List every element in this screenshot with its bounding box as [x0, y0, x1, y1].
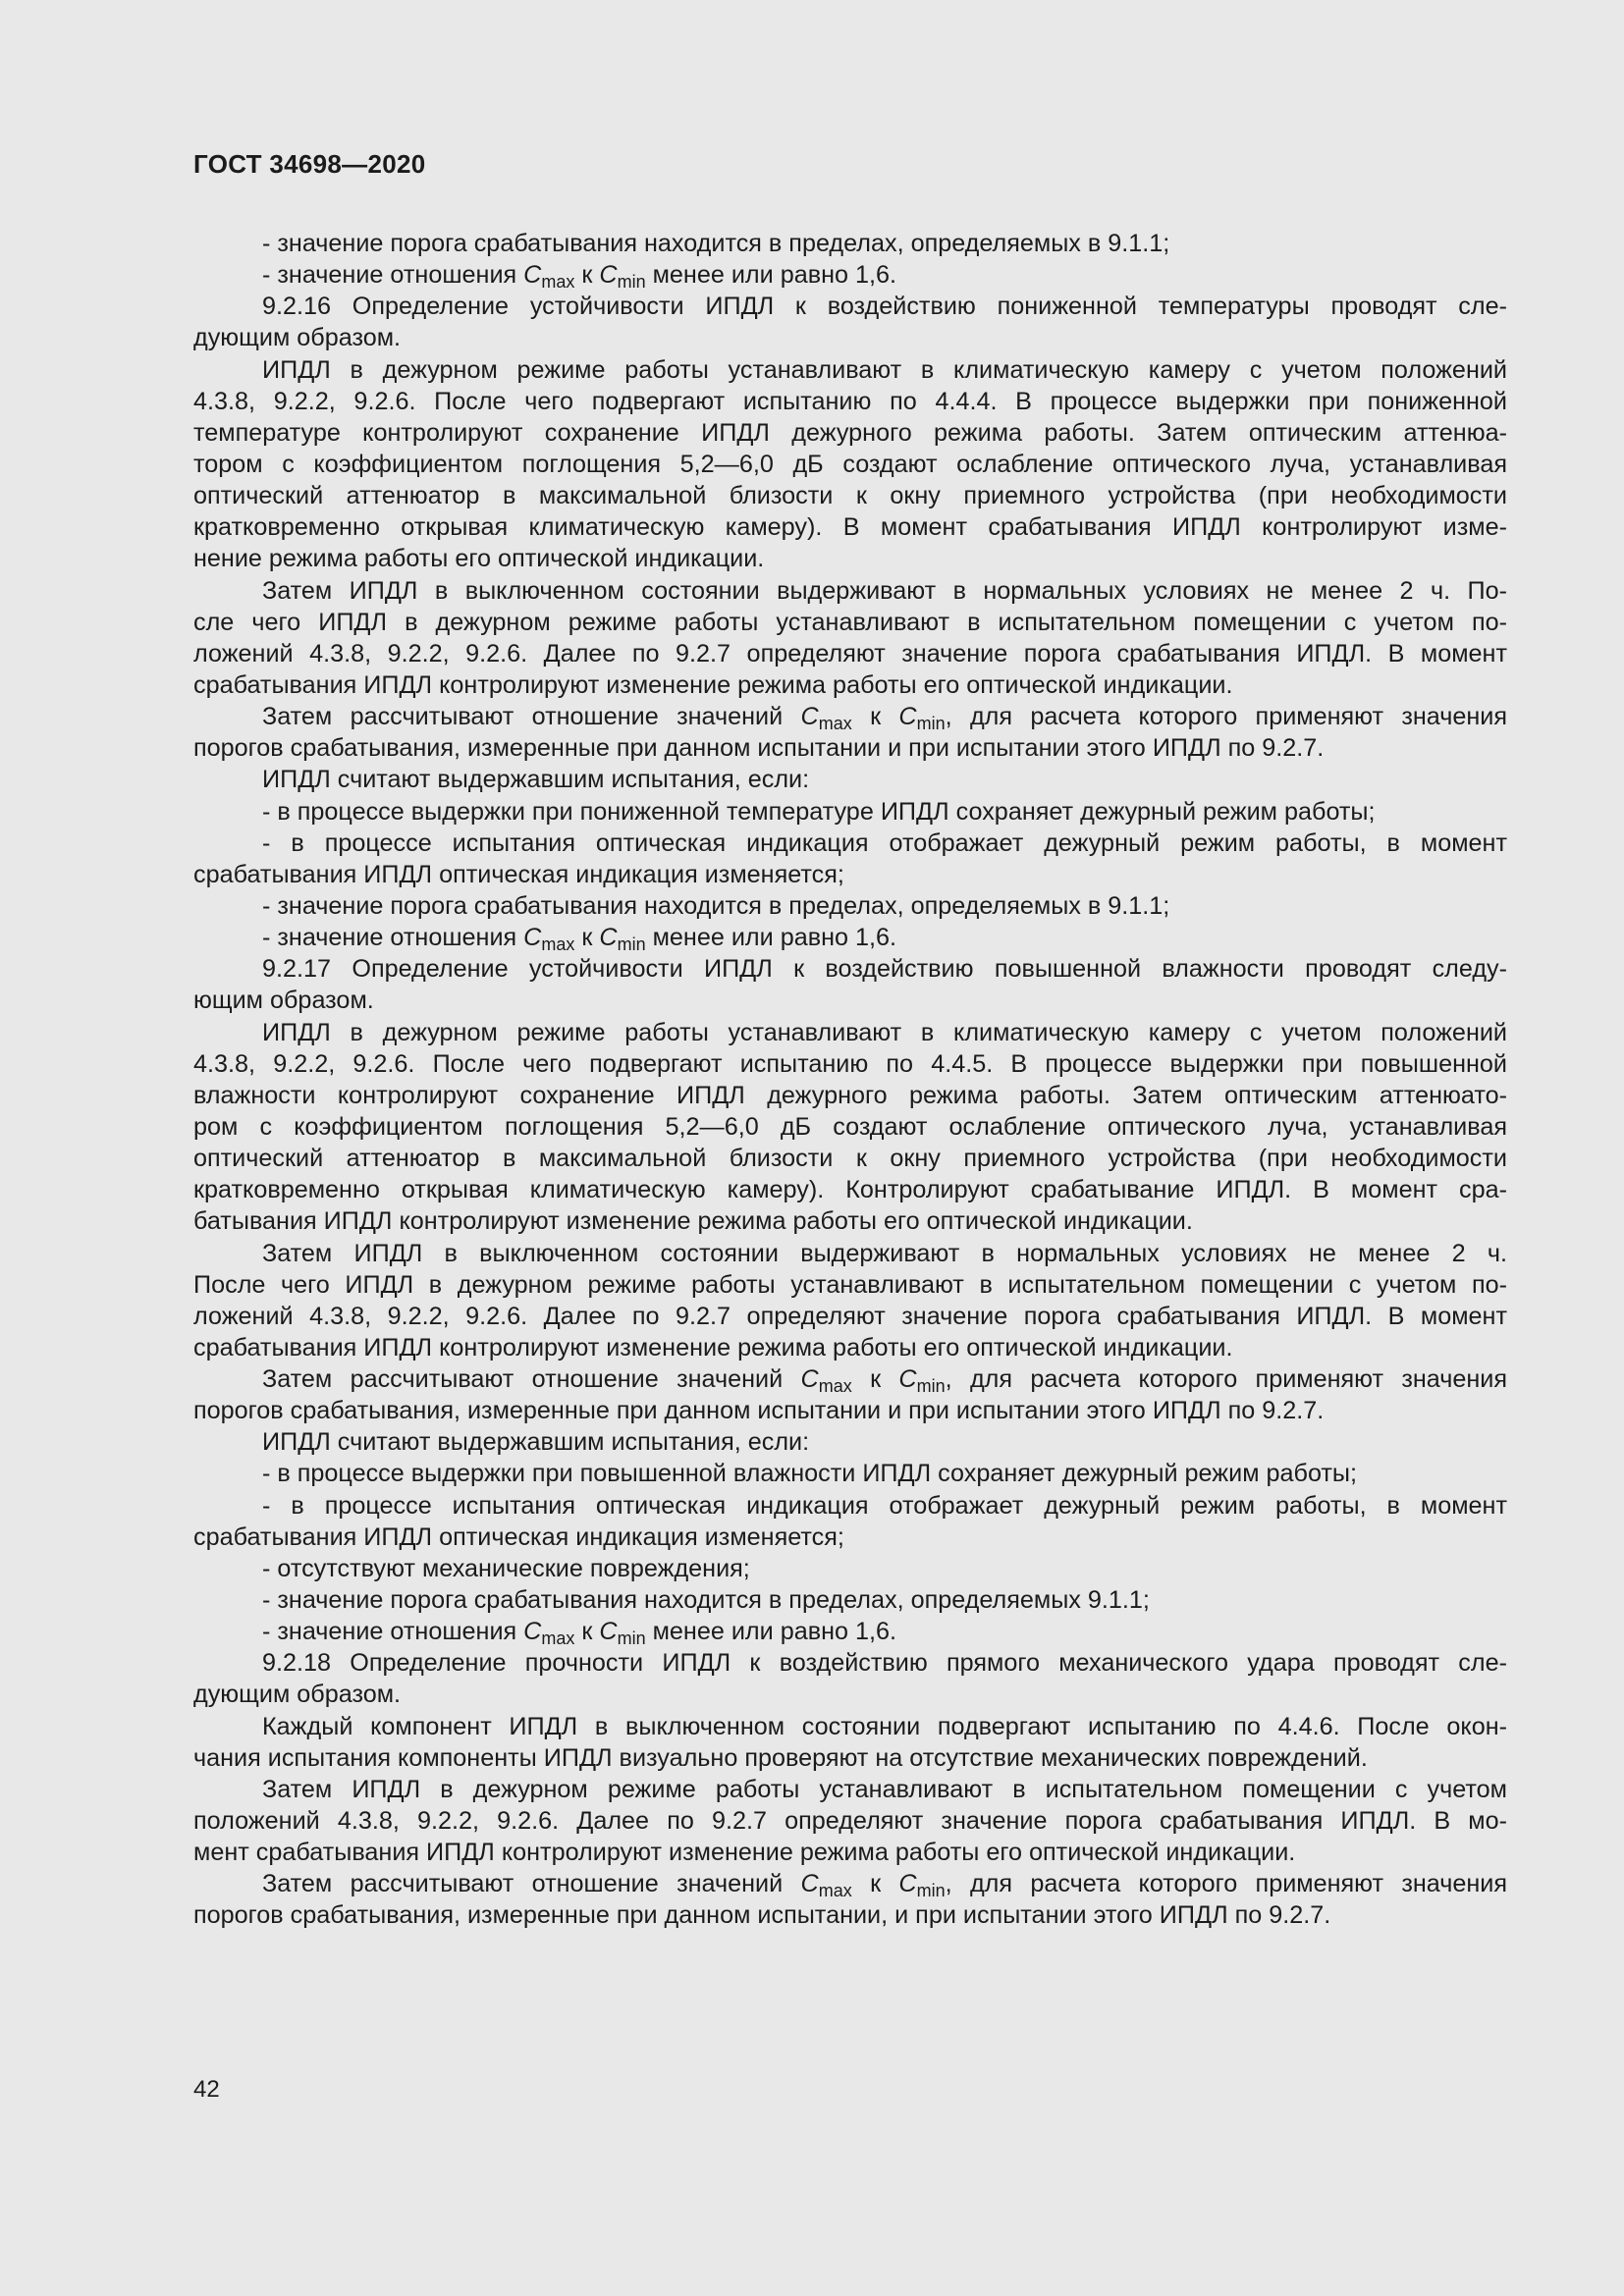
text-run: 9.2.18 Определение прочности ИПДЛ к воздействию прямого механического удара проводят сле-: [262, 1649, 1507, 1678]
text-run: ИПДЛ в дежурном режиме работы устанавливают в климатическую камеру с учетом положений: [262, 355, 1507, 384]
text-run: ложений 4.3.8, 9.2.2, 9.2.6. Далее по 9.2.7 определяют значение порога срабатывания ИПДЛ. В момент: [193, 1302, 1507, 1330]
text-line: [193, 1522, 1507, 1553]
text-run: Затем ИПДЛ в выключенном состоянии выдерживают в нормальных условиях не менее 2 ч. По-: [262, 576, 1507, 605]
text-run: батывания ИПДЛ контролируют изменение режима работы его оптической индикации.: [193, 1207, 1193, 1236]
text-run: порогов срабатывания, измеренные при данном испытании, и при испытании этого ИПДЛ по 9.2.7.: [193, 1901, 1331, 1930]
text-run: положений 4.3.8, 9.2.2, 9.2.6. Далее по 9.2.7 определяют значение порога срабатывания ИПДЛ. В мо-: [193, 1807, 1507, 1836]
text-run: 4.3.8, 9.2.2, 9.2.6. После чего подвергают испытанию по 4.4.5. В процессе выдержки при повышенной: [193, 1049, 1507, 1078]
text-run: ИПДЛ считают выдержавшим испытания, если:: [262, 766, 810, 794]
variable-subscript: max: [818, 714, 852, 734]
variable-symbol: C: [800, 1870, 819, 1898]
text-run: порогов срабатывания, измеренные при данном испытании и при испытании этого ИПДЛ по 9.2.7.: [193, 734, 1325, 763]
text-line: [193, 386, 1507, 417]
text-line: [193, 322, 1507, 353]
text-run: Затем рассчитывают отношение значений: [262, 1365, 801, 1394]
variable-symbol: C: [599, 1618, 618, 1646]
text-line: [193, 764, 1507, 795]
document-body: [193, 228, 1507, 1932]
text-line: [193, 1458, 1507, 1489]
text-line: [193, 890, 1507, 922]
text-line: [193, 1301, 1507, 1332]
text-run: к: [574, 261, 600, 290]
text-line: [193, 1711, 1507, 1742]
text-run: ющим образом.: [193, 987, 374, 1015]
variable-symbol: C: [800, 703, 819, 731]
text-run: ложений 4.3.8, 9.2.2, 9.2.6. Далее по 9.2.7 определяют значение порога срабатывания ИПДЛ. В момент: [193, 639, 1507, 667]
text-line: [193, 417, 1507, 449]
text-line: [193, 354, 1507, 386]
text-run: температуре контролируют сохранение ИПДЛ дежурного режима работы. Затем оптическим аттенюа-: [193, 418, 1507, 447]
text-run: срабатывания ИПДЛ оптическая индикация изменяется;: [193, 1522, 844, 1551]
text-run: менее или равно 1,6.: [645, 924, 897, 952]
text-run: срабатывания ИПДЛ оптическая индикация изменяется;: [193, 860, 844, 888]
document-header: ГОСТ 34698—2020: [193, 149, 426, 179]
text-run: - значение отношения: [262, 924, 524, 952]
text-run: , для расчета которого применяют значения: [945, 703, 1508, 731]
text-run: ИПДЛ считают выдержавшим испытания, если:: [262, 1428, 810, 1457]
text-line: [193, 607, 1507, 638]
variable-subscript: min: [916, 1881, 946, 1901]
text-line: [193, 511, 1507, 543]
text-run: к: [851, 1365, 899, 1394]
text-run: тором с коэффициентом поглощения 5,2—6,0 дБ создают ослабление оптического луча, устанавливая: [193, 450, 1507, 478]
variable-symbol: C: [599, 924, 618, 952]
variable-subscript: max: [818, 1376, 852, 1397]
text-run: , для расчета которого применяют значения: [945, 1365, 1508, 1394]
text-line: [193, 1080, 1507, 1111]
text-run: дующим образом.: [193, 324, 402, 352]
variable-symbol: C: [523, 924, 542, 952]
text-run: - в процессе испытания оптическая индикация отображает дежурный режим работы, в момент: [262, 1491, 1507, 1520]
text-line: [193, 480, 1507, 511]
text-run: дующим образом.: [193, 1681, 402, 1709]
text-line: [193, 449, 1507, 480]
text-line: [193, 922, 1507, 953]
text-line: [193, 1742, 1507, 1774]
text-run: 9.2.16 Определение устойчивости ИПДЛ к воздействию пониженной температуры проводят сле-: [262, 293, 1507, 321]
text-line: [193, 1205, 1507, 1237]
text-run: 9.2.17 Определение устойчивости ИПДЛ к воздействию повышенной влажности проводят следу-: [262, 955, 1507, 984]
text-run: к: [574, 1618, 600, 1646]
text-run: Затем рассчитывают отношение значений: [262, 1870, 801, 1898]
text-line: [193, 228, 1507, 259]
variable-subscript: min: [617, 934, 646, 955]
text-line: [193, 1111, 1507, 1143]
text-line: [193, 1647, 1507, 1679]
text-line: [193, 1490, 1507, 1522]
page-number: 42: [193, 2076, 220, 2103]
text-run: 4.3.8, 9.2.2, 9.2.6. После чего подвергают испытанию по 4.4.4. В процессе выдержки при пониженной: [193, 387, 1507, 415]
text-run: - значение порога срабатывания находится в пределах, определяемых в 9.1.1;: [262, 891, 1170, 920]
text-line: [193, 1426, 1507, 1458]
variable-symbol: C: [800, 1365, 819, 1394]
text-run: срабатывания ИПДЛ контролируют изменение режима работы его оптической индикации.: [193, 1333, 1233, 1362]
variable-subscript: max: [818, 1881, 852, 1901]
text-line: [193, 543, 1507, 574]
text-line: [193, 1017, 1507, 1048]
text-run: - значение порога срабатывания находится в пределах, определяемых в 9.1.1;: [262, 230, 1170, 257]
text-run: ИПДЛ в дежурном режиме работы устанавливают в климатическую камеру с учетом положений: [262, 1018, 1507, 1046]
text-line: [193, 1584, 1507, 1616]
text-run: Затем ИПДЛ в выключенном состоянии выдерживают в нормальных условиях не менее 2 ч.: [262, 1239, 1507, 1267]
variable-subscript: min: [916, 714, 946, 734]
text-line: [193, 1774, 1507, 1805]
text-run: - в процессе выдержки при пониженной температуре ИПДЛ сохраняет дежурный режим работы;: [262, 797, 1376, 826]
text-run: После чего ИПДЛ в дежурном режиме работы устанавливают в испытательном помещении с учетом по-: [193, 1270, 1507, 1299]
text-line: [193, 1363, 1507, 1395]
text-run: чания испытания компоненты ИПДЛ визуально проверяют на отсутствие механических повреждений.: [193, 1743, 1368, 1772]
text-line: [193, 985, 1507, 1016]
text-line: [193, 1679, 1507, 1710]
variable-symbol: C: [523, 1618, 542, 1646]
text-run: - отсутствуют механические повреждения;: [262, 1554, 750, 1582]
text-line: [193, 1616, 1507, 1647]
variable-symbol: C: [898, 1365, 917, 1394]
variable-symbol: C: [599, 261, 618, 290]
text-run: - значение порога срабатывания находится в пределах, определяемых 9.1.1;: [262, 1586, 1150, 1615]
text-line: [193, 1269, 1507, 1301]
text-line: [193, 953, 1507, 985]
text-run: Каждый компонент ИПДЛ в выключенном состоянии подвергают испытанию по 4.4.6. После окон-: [262, 1712, 1507, 1740]
text-run: влажности контролируют сохранение ИПДЛ дежурного режима работы. Затем оптическим аттенюато-: [193, 1081, 1507, 1109]
text-run: сле чего ИПДЛ в дежурном режиме работы устанавливают в испытательном помещении с учетом по-: [193, 608, 1507, 636]
variable-symbol: C: [523, 261, 542, 290]
text-line: [193, 1899, 1507, 1931]
text-line: [193, 638, 1507, 669]
text-line: [193, 1395, 1507, 1426]
variable-subscript: max: [541, 272, 575, 293]
text-run: к: [851, 703, 899, 731]
variable-subscript: max: [541, 934, 575, 955]
text-line: [193, 1837, 1507, 1868]
variable-subscript: min: [617, 1629, 646, 1649]
text-run: - в процессе выдержки при повышенной влажности ИПДЛ сохраняет дежурный режим работы;: [262, 1460, 1358, 1488]
text-run: кратковременно открывая климатическую камеру). В момент срабатывания ИПДЛ контролируют изме-: [193, 513, 1507, 542]
variable-subscript: min: [916, 1376, 946, 1397]
text-line: [193, 291, 1507, 322]
text-line: [193, 575, 1507, 607]
text-run: порогов срабатывания, измеренные при данном испытании и при испытании этого ИПДЛ по 9.2.7.: [193, 1397, 1325, 1425]
text-line: [193, 732, 1507, 764]
variable-subscript: max: [541, 1629, 575, 1649]
text-run: Затем рассчитывают отношение значений: [262, 703, 801, 731]
text-run: кратковременно открывая климатическую камеру). Контролируют срабатывание ИПДЛ. В момент сра-: [193, 1176, 1507, 1204]
text-line: [193, 1332, 1507, 1363]
text-run: , для расчета которого применяют значения: [945, 1870, 1508, 1898]
text-run: - значение отношения: [262, 261, 524, 290]
text-run: менее или равно 1,6.: [645, 1618, 897, 1646]
text-run: ром с коэффициентом поглощения 5,2—6,0 дБ создают ослабление оптического луча, устанавливая: [193, 1112, 1507, 1141]
text-run: нение режима работы его оптической индикации.: [193, 545, 765, 573]
text-line: [193, 859, 1507, 890]
text-line: [193, 1238, 1507, 1269]
text-line: [193, 828, 1507, 859]
text-run: оптический аттенюатор в максимальной близости к окну приемного устройства (при необходимости: [193, 1145, 1507, 1173]
text-run: - значение отношения: [262, 1618, 524, 1646]
text-line: [193, 259, 1507, 291]
text-run: оптический аттенюатор в максимальной близости к окну приемного устройства (при необходимости: [193, 482, 1507, 510]
text-run: менее или равно 1,6.: [645, 261, 897, 290]
text-line: [193, 1048, 1507, 1080]
text-run: к: [851, 1870, 899, 1898]
variable-subscript: min: [617, 272, 646, 293]
variable-symbol: C: [898, 1870, 917, 1898]
text-line: [193, 1174, 1507, 1205]
text-run: - в процессе испытания оптическая индикация отображает дежурный режим работы, в момент: [262, 828, 1507, 857]
text-line: [193, 1805, 1507, 1837]
text-line: [193, 796, 1507, 828]
variable-symbol: C: [898, 703, 917, 731]
text-line: [193, 1553, 1507, 1584]
text-line: [193, 701, 1507, 732]
text-run: Затем ИПДЛ в дежурном режиме работы устанавливают в испытательном помещении с учетом: [262, 1775, 1507, 1803]
text-run: срабатывания ИПДЛ контролируют изменение режима работы его оптической индикации.: [193, 670, 1233, 699]
text-line: [193, 1143, 1507, 1174]
text-run: к: [574, 924, 600, 952]
text-line: [193, 669, 1507, 701]
text-line: [193, 1868, 1507, 1899]
text-run: мент срабатывания ИПДЛ контролируют изменение режима работы его оптической индикации.: [193, 1839, 1296, 1867]
